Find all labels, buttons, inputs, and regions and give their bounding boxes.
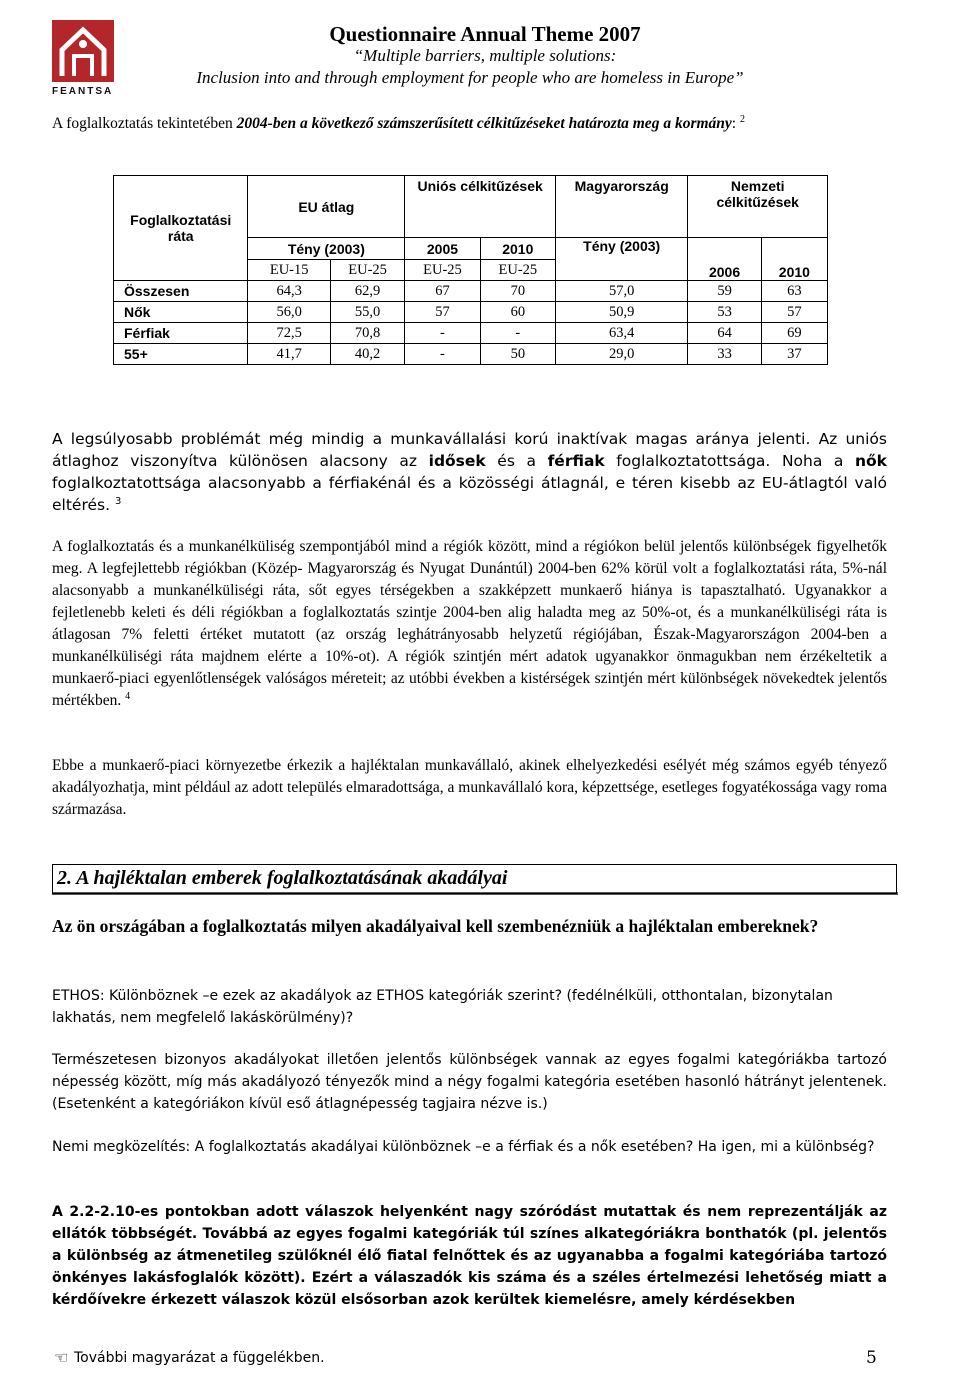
cell: 33 [688,344,761,365]
text-bold: férfiak [547,452,605,470]
paragraph-answers: A 2.2-2.10-es pontokban adott válaszok helyenként nagy szóródást mutattak és nem reprezentálják az ellátók többségét. Továbbá az egyes fogalmi kategóriák túl színes alkategóriákra bonthatók (pl. jelentős a különbség az átmenetileg szülőknél élő fiatal felnőttek és az ugyanabba a fogalmi kategóriába tartozó önkényes lakásfoglalók között). Ezért a válaszadók kis száma és a széles értelmezési lehetőség miatt a kérdőívekre érkezett válaszok közül elsősorban azok kerültek kiemelésre, amely kérdésekben [52,1204,887,1308]
intro-text-bold: 2004-ben a következő számszerűsített célkitűzéseket határozta meg a kormány [236,115,732,132]
intro-paragraph [52,113,887,135]
cell: 60 [480,302,555,323]
cell: 70,8 [330,323,404,344]
cell: 72,5 [248,323,331,344]
gender-question: Nemi megközelítés: A foglalkoztatás akadályai különböznek –e a férfiak és a nők esetében? Ha igen, mi a különbség? [52,1139,875,1155]
cell: 29,0 [556,344,688,365]
cell: 57 [405,302,480,323]
pointing-hand-icon: ☜ [54,1350,69,1367]
cell: 63,4 [556,323,688,344]
table-row [114,302,828,323]
table-row-header: Foglalkoztatási ráta [114,176,248,281]
logo-text: FEANTSA [52,86,114,97]
cell: 40,2 [330,344,404,365]
table-row [114,281,828,302]
table-head-eu25b: EU-25 [405,260,480,281]
table-head-eu25c: EU-25 [480,260,555,281]
paragraph-categories: Természetesen bizonyos akadályokat illetően jelentős különbségek vannak az egyes fogalmi kategóriákba tartozó népesség között, míg más akadályozó tényezők mind a négy fogalmi kategória esetében hasonló hátrányt jelentenek. (Esetenként a kategóriákon kívül eső átlagnépesség tagjaira nézve is.) [52,1052,887,1112]
cell: - [405,344,480,365]
cell: 57 [761,302,827,323]
cell: 63 [761,281,827,302]
intro-text-2: : [731,115,740,132]
text: és a [485,452,548,470]
paragraph-regions [52,536,887,712]
text: A foglalkoztatás és a munkanélküliség szempontjából mind a régiók között, mind a régiókon belül jelentős különbségek figyelhetők meg. A legfejlettebb régiókban (Közép- Magyarország és Nyugat Dunántúl) 2004-ben 62% körül volt a foglalkoztatási ráta, 5%-nál alacsonyabb a munkanélküliségi ráta, sőt egyes térségekben a szakképzett munkaerő hiánya is tapasztalható. Ugyanakkor a fejletlenebb keleti és déli régiókban a foglalkoztatás szintje 2004-ben alig haladta meg az 50%-ot, és a munkanélküliségi ráta is átlagosan 7% feletti értéket mutatott (az ország leghátrányosabb helyzetű régiójában, Észak-Magyarországon 2004-ben a munkanélküliségi ráta majdnem elérte a 10%-ot). A régiók szintjén mért adatok ugyanakkor önmagukban nem érzékeltetik a munkaerő-piaci egyenlőtlenségek valóságos méreteit; az utóbbi években a kistérségek szintjén mért különbségek növekedtek jelentős mértékben. [52,538,887,709]
table-head-eu15: EU-15 [248,260,331,281]
text: Az uniós átlaghoz viszonyítva különösen alacsony az [52,430,887,470]
cell: - [480,323,555,344]
text-bold: nők [854,452,887,470]
cell: 50 [480,344,555,365]
cell: 57,0 [556,281,688,302]
cell: 64,3 [248,281,331,302]
paragraph-inactive [52,428,887,516]
table-head-magyar: Magyarország [556,176,688,238]
paragraph-homeless-worker: Ebbe a munkaerő-piaci környezetbe érkezik a hajléktalan munkavállaló, akinek elhelyezkedési esélyét még számos egyéb tényező akadályozhatja, mint például az adott település elmaradottsága, a munkavállaló kora, képzettsége, esetleges fogyatékossága vagy roma származása. [52,757,887,818]
page-number: 5 [866,1348,877,1368]
header-subtitle-2: Inclusion into and through employment for people who are homeless in Europe” [196,68,744,87]
section-title: 2. A hajléktalan emberek foglalkoztatásának akadályai [57,867,508,889]
table-row [114,344,828,365]
table-head-teny-hu: Tény (2003) [556,238,688,281]
table-head-2005: 2005 [405,238,480,260]
cell: 64 [688,323,761,344]
table-head-n2006: 2006 [688,238,761,281]
footnote-ref-3: 3 [114,496,122,507]
ethos-question: ETHOS: Különböznek –e ezek az akadályok az ETHOS kategóriák szerint? (fedélnélküli, otthontalan, bizonytalan lakhatás, nem megfelelő lakáskörülmény)? [52,988,833,1026]
text-bold: idősek [428,452,486,470]
header-title: Questionnaire Annual Theme 2007 [329,22,641,46]
cell: 56,0 [248,302,331,323]
table-head-eu-atlag: EU átlag [248,176,405,238]
text: foglalkoztatottsága alacsonyabb a férfiakénál és a közösségi átlagnál, e téren kisebb az EU-átlagtól való eltérés. [52,474,887,514]
table-head-2010: 2010 [480,238,555,260]
table-head-teny-2003: Tény (2003) [248,238,405,260]
table-row [114,323,828,344]
intro-text-1: A foglalkoztatás tekintetében [52,115,237,132]
row-label: Nők [114,302,248,323]
table-head-nemzeti: Nemzeti célkitűzések [688,176,828,238]
cell: 69 [761,323,827,344]
cell: 37 [761,344,827,365]
cell: 70 [480,281,555,302]
row-label: Összesen [114,281,248,302]
text: Noha a [781,452,855,470]
cell: 53 [688,302,761,323]
cell: 67 [405,281,480,302]
cell: - [405,323,480,344]
employment-targets-table [113,175,828,365]
text: foglalkoztatottsága. [604,452,782,470]
table-head-unios: Uniós célkitűzések [405,176,556,238]
cell: 55,0 [330,302,404,323]
table-head-n2010: 2010 [761,238,827,281]
cell: 59 [688,281,761,302]
text: A legsúlyosabb problémát még mindig a munkavállalási korú inaktívak magas aránya jelenti. [52,430,819,448]
footer-note: További magyarázat a függelékben. [74,1350,325,1366]
question: Az ön országában a foglalkoztatás milyen akadályaival kell szembenézniük a hajléktalan embereknek? [52,916,819,936]
cell: 41,7 [248,344,331,365]
cell: 50,9 [556,302,688,323]
row-label: Férfiak [114,323,248,344]
footnote-ref-2: 2 [739,114,745,125]
footnote-ref-4: 4 [125,691,131,702]
header-subtitle-1: “Multiple barriers, multiple solutions: [353,46,617,65]
table-head-eu25a: EU-25 [330,260,404,281]
cell: 62,9 [330,281,404,302]
section-header [52,864,897,894]
row-label: 55+ [114,344,248,365]
